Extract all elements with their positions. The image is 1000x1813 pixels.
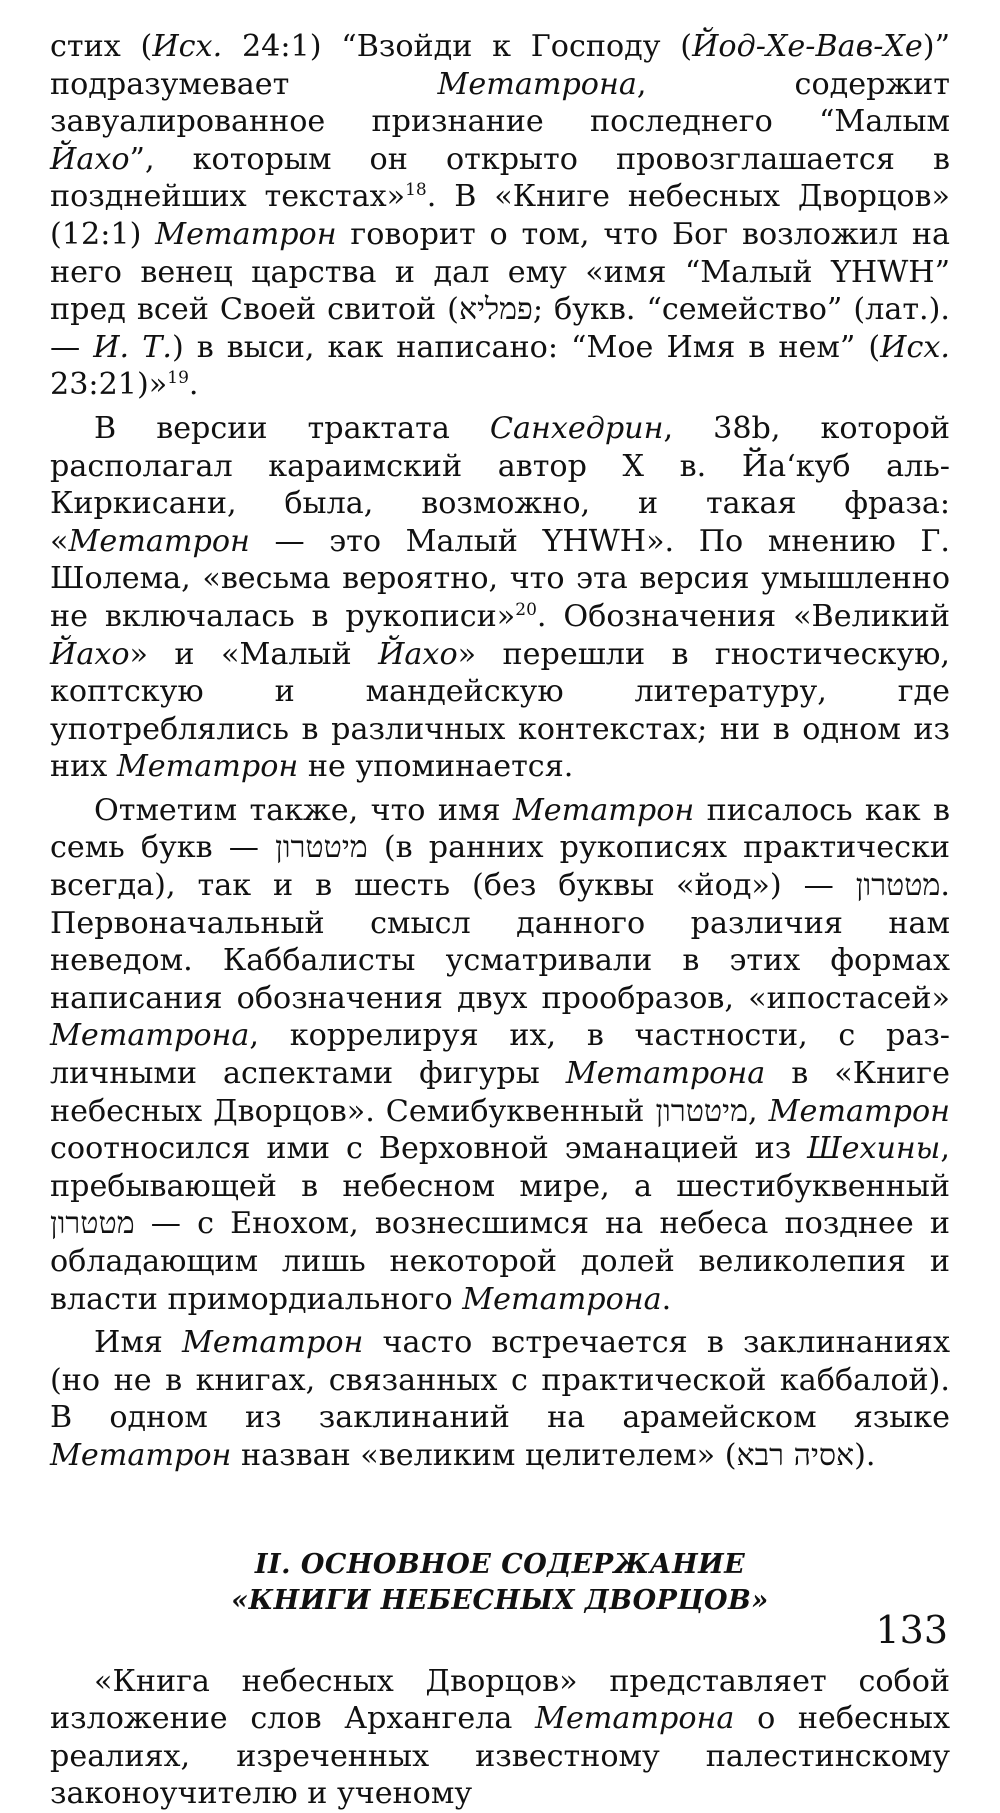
italic-run: Метатрон bbox=[512, 792, 695, 828]
text-run: )” подразумевает bbox=[50, 29, 951, 102]
text-run: ) в выси, как написано: “Мое Имя в нем” ( bbox=[171, 329, 881, 365]
italic-run: И. Т. bbox=[93, 329, 172, 365]
text-run: о небесных реалиях, изреченных известному палестинскому законоучителю и ученому bbox=[50, 1701, 950, 1812]
italic-run: Метатрона bbox=[462, 1281, 662, 1317]
text-run: ”, которым он открыто провозглашается в позднейших текстах» bbox=[50, 141, 950, 215]
italic-run: Метатрона bbox=[50, 1018, 250, 1054]
italic-run: Йахо bbox=[378, 636, 458, 672]
italic-run: Метатрона bbox=[565, 1056, 766, 1092]
text-run: соотносился ими с Верховной эманацией из bbox=[50, 1131, 808, 1167]
page-number: 133 bbox=[875, 1608, 948, 1652]
italic-run: Метатрон bbox=[68, 523, 250, 559]
paragraph-3 bbox=[50, 792, 950, 1318]
footnote-ref: 20 bbox=[515, 599, 537, 620]
italic-run: Йахо bbox=[50, 141, 130, 177]
italic-run: Метатрон bbox=[768, 1093, 951, 1129]
text-run: Имя bbox=[94, 1325, 182, 1361]
paragraph-2 bbox=[50, 410, 950, 786]
text-run: назван «великим целителем» (אסיה רבא). bbox=[231, 1437, 876, 1473]
text-run: В версии трактата bbox=[94, 410, 490, 446]
text-run: стих ( bbox=[50, 29, 153, 64]
text-run: , коррелируя их, в частности, с различными аспектами фигуры bbox=[50, 1018, 950, 1092]
italic-run: Йахо bbox=[50, 636, 130, 672]
section-heading bbox=[50, 1547, 950, 1619]
italic-run: Исх. bbox=[152, 29, 223, 64]
italic-run: Метатрон bbox=[50, 1437, 232, 1473]
text-run: » перешли в гностическую, коптскую и мандейскую литературу, где употреблялись в различных контекстах; ни в одном из них bbox=[50, 636, 950, 785]
italic-run: Метатрона bbox=[437, 66, 637, 102]
footnote-ref: 18 bbox=[405, 180, 427, 201]
book-page bbox=[50, 28, 950, 1813]
italic-run: Санхедрин bbox=[489, 410, 664, 446]
text-run: 23:21)» bbox=[50, 367, 168, 403]
text-run: в «Книге небесных Дворцов». Семибуквенный מיטטרון, bbox=[50, 1056, 950, 1129]
text-run: . Обозначения «Великий bbox=[536, 598, 950, 634]
text-run: . В «Книге небесных Дворцов» (12:1) bbox=[50, 179, 951, 252]
section-heading-line-1: II. ОСНОВНОЕ СОДЕРЖАНИЕ bbox=[254, 1548, 746, 1580]
text-run: » и «Малый bbox=[129, 636, 379, 672]
text-run: 24:1) “Взойди к Господу ( bbox=[222, 29, 693, 64]
text-run: писалось как в семь букв — מיטטרון (в ранних рукописях практически всегда), так и в шесть (без буквы «йод») — מטטרון. Первоначальный смысл данного различия нам неведом. Каббалисты усматривали в этих формах написания обозначения двух прообразов, «ипостасей» bbox=[50, 792, 950, 1016]
italic-run: Йод-Хе-Вав-Хе bbox=[692, 29, 923, 64]
italic-run: Метатрон bbox=[182, 1325, 364, 1361]
text-run: , 38b, которой располагал караимский автор X в. Йа‘куб аль-Киркисани, была, возможно, и такая фраза: « bbox=[50, 410, 950, 559]
text-run: , содержит завуалированное признание последнего “Малым bbox=[50, 66, 950, 140]
italic-run: Метатрон bbox=[116, 749, 299, 785]
text-run: . bbox=[188, 367, 199, 403]
text-run: — это Малый YHWH». По мнению Г. Шолема, «весьма вероятно, что эта версия умышленно не включалась в рукописи» bbox=[50, 523, 950, 634]
text-run: «Книга небесных Дворцов» представляет собой изложение слов Архангела bbox=[50, 1663, 950, 1737]
italic-run: Метатрон bbox=[155, 216, 337, 252]
text-run: не упоминается. bbox=[298, 749, 574, 785]
paragraph-1 bbox=[50, 28, 950, 404]
paragraph-4 bbox=[50, 1324, 950, 1474]
section-heading-line-2: «КНИГИ НЕБЕСНЫХ ДВОРЦОВ» bbox=[231, 1584, 769, 1616]
text-run: Отметим также, что имя bbox=[94, 792, 513, 828]
text-run: часто встречается в заклинаниях (но не в книгах, связанных с практической каббалой). В одном из заклинаний на арамейском языке bbox=[50, 1325, 950, 1436]
footnote-ref: 19 bbox=[167, 368, 189, 389]
italic-run: Метатрона bbox=[535, 1701, 735, 1737]
italic-run: Шехины bbox=[807, 1131, 941, 1167]
italic-run: Исх. bbox=[880, 329, 950, 365]
text-run: , пребывающей в небесном мире, а шестибуквенный מטטרון — с Енохом, вознесшимся на небеса позднее и обладающим лишь некоторой долей великолепия и власти примордиального bbox=[50, 1131, 950, 1317]
text-run: . bbox=[661, 1281, 672, 1317]
paragraph-5 bbox=[50, 1663, 950, 1813]
text-run: говорит о том, что Бог возложил на него венец царства и дал ему «имя “Малый YHWH” пред всей Своей свитой (פמליא; букв. “семейство” (лат.). — bbox=[50, 216, 951, 365]
